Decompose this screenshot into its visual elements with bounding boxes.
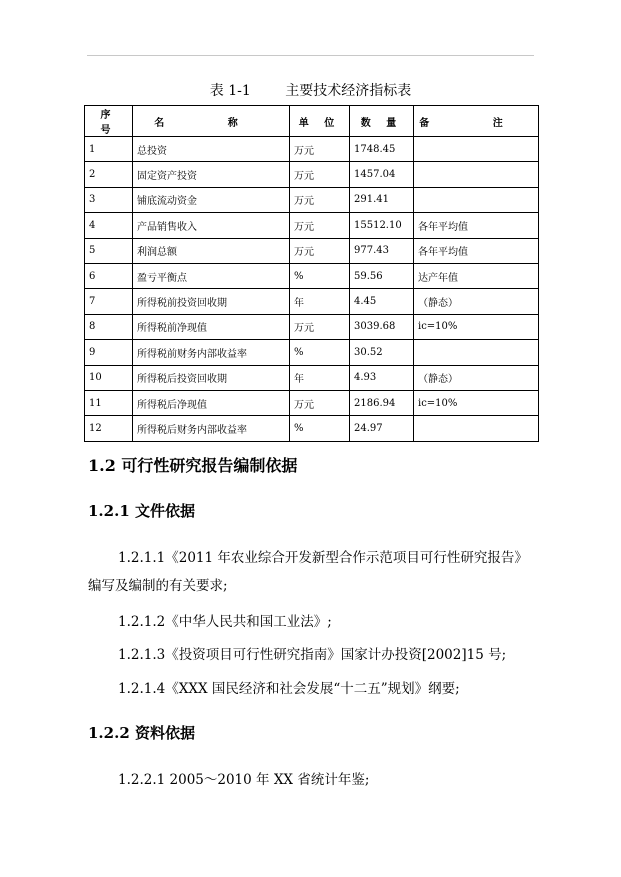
cell-unit: %: [290, 263, 350, 288]
cell-unit: 万元: [290, 162, 350, 187]
header-name: 名 称: [133, 106, 290, 137]
cell-quantity: 291.41: [350, 187, 414, 212]
table-row: [85, 416, 539, 441]
table-row: [85, 365, 539, 390]
cell-quantity: 977.43: [350, 238, 414, 263]
cell-unit: 万元: [290, 137, 350, 162]
cell-remark: [414, 137, 539, 162]
item-1-2-2-1: 1.2.2.1 2005～2010 年 XX 省统计年鉴;: [118, 772, 370, 788]
header-seq: 序 号: [85, 106, 133, 137]
cell-name: 总投资: [133, 137, 290, 162]
cell-remark: 达产年值: [414, 263, 539, 288]
table-number: 表 1-1: [209, 83, 251, 99]
cell-seq: 4: [85, 213, 133, 238]
table-row: [85, 390, 539, 415]
cell-remark: 各年平均值: [414, 238, 539, 263]
page-header-rule: [87, 55, 534, 56]
table-title-text: 主要技术经济指标表: [285, 83, 412, 99]
cell-remark: [414, 416, 539, 441]
header-remark: 备 注: [414, 106, 539, 137]
item-1-2-1-3: 1.2.1.3《投资项目可行性研究指南》国家计办投资[2002]15 号;: [118, 647, 507, 663]
cell-quantity: 30.52: [350, 340, 414, 365]
cell-seq: 1: [85, 137, 133, 162]
table-row: [85, 187, 539, 212]
cell-name: 利润总额: [133, 238, 290, 263]
item-1-2-1-2: 1.2.1.2《中华人民共和国工业法》;: [118, 614, 332, 630]
cell-unit: 年: [290, 365, 350, 390]
table-row: [85, 263, 539, 288]
cell-unit: 年: [290, 289, 350, 314]
cell-remark: 各年平均值: [414, 213, 539, 238]
cell-name: 盈亏平衡点: [133, 263, 290, 288]
cell-seq: 6: [85, 263, 133, 288]
table-caption: [0, 80, 621, 100]
cell-name: 固定资产投资: [133, 162, 290, 187]
cell-unit: 万元: [290, 238, 350, 263]
cell-quantity: 2186.94: [350, 390, 414, 415]
cell-quantity: 24.97: [350, 416, 414, 441]
header-quantity: 数 量: [350, 106, 414, 137]
section-heading-1-2-2: 1.2.2 资料依据: [88, 724, 195, 742]
cell-remark: [414, 187, 539, 212]
cell-seq: 9: [85, 340, 133, 365]
cell-remark: （静态）: [414, 289, 539, 314]
table-row: [85, 314, 539, 339]
cell-seq: 11: [85, 390, 133, 415]
table-row: [85, 238, 539, 263]
cell-remark: （静态）: [414, 365, 539, 390]
cell-quantity: 4.45: [350, 289, 414, 314]
table-row: [85, 137, 539, 162]
cell-remark: [414, 162, 539, 187]
cell-unit: %: [290, 340, 350, 365]
section-heading-1-2: 1.2 可行性研究报告编制依据: [88, 456, 298, 475]
cell-seq: 3: [85, 187, 133, 212]
header-unit: 单 位: [290, 106, 350, 137]
cell-name: 铺底流动资金: [133, 187, 290, 212]
cell-unit: 万元: [290, 213, 350, 238]
cell-unit: %: [290, 416, 350, 441]
table-row: [85, 213, 539, 238]
section-heading-1-2-1: 1.2.1 文件依据: [88, 502, 195, 520]
cell-unit: 万元: [290, 390, 350, 415]
cell-quantity: 59.56: [350, 263, 414, 288]
table-row: [85, 162, 539, 187]
item-1-2-1-1: 1.2.1.1《2011 年农业综合开发新型合作示范项目可行性研究报告》编写及编制的有关要求;: [88, 550, 528, 594]
item-1-2-1-4: 1.2.1.4《XXX 国民经济和社会发展“十二五”规划》纲要;: [118, 681, 460, 697]
table-header-row: [85, 106, 539, 137]
table-row: [85, 289, 539, 314]
cell-seq: 7: [85, 289, 133, 314]
cell-unit: 万元: [290, 314, 350, 339]
cell-quantity: 3039.68: [350, 314, 414, 339]
cell-name: 产品销售收入: [133, 213, 290, 238]
cell-name: 所得税后财务内部收益率: [133, 416, 290, 441]
cell-seq: 10: [85, 365, 133, 390]
cell-name: 所得税后净现值: [133, 390, 290, 415]
table-row: [85, 340, 539, 365]
cell-name: 所得税前投资回收期: [133, 289, 290, 314]
cell-quantity: 4.93: [350, 365, 414, 390]
cell-seq: 8: [85, 314, 133, 339]
cell-remark: ic=10%: [414, 390, 539, 415]
cell-seq: 5: [85, 238, 133, 263]
cell-name: 所得税后投资回收期: [133, 365, 290, 390]
cell-seq: 2: [85, 162, 133, 187]
tech-econ-indicator-table: [84, 105, 539, 442]
cell-quantity: 1457.04: [350, 162, 414, 187]
cell-quantity: 15512.10: [350, 213, 414, 238]
cell-name: 所得税前净现值: [133, 314, 290, 339]
cell-quantity: 1748.45: [350, 137, 414, 162]
cell-remark: ic=10%: [414, 314, 539, 339]
cell-unit: 万元: [290, 187, 350, 212]
cell-remark: [414, 340, 539, 365]
cell-seq: 12: [85, 416, 133, 441]
cell-name: 所得税前财务内部收益率: [133, 340, 290, 365]
